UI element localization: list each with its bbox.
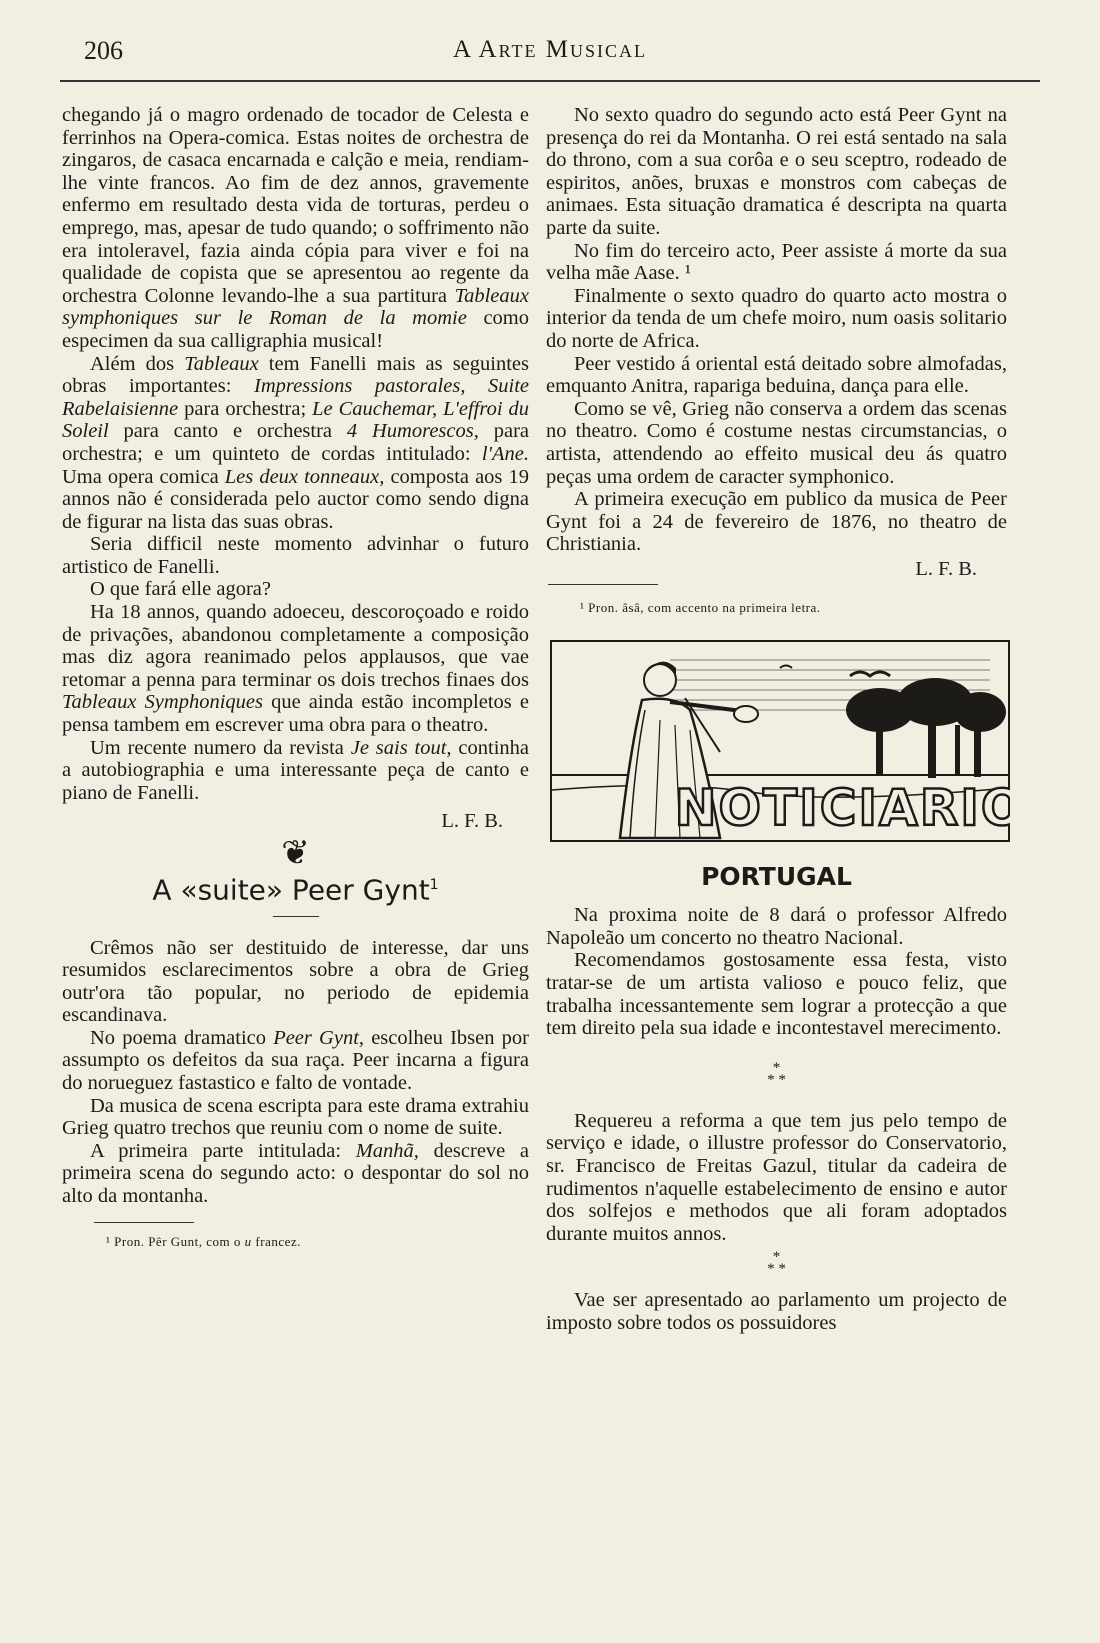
italic-title: Peer Gynt, [273, 1026, 365, 1049]
left-column [62, 104, 529, 1253]
paragraph: No sexto quadro do segundo acto está Peer Gynt na presença do rei da Montanha. O rei está sentado na sala do throno, com a sua corôa e o seu sceptro, rodeado de espiritos, anões, bruxas e monstros com cabeças de animaes. Esta situação dramatica é descripta na quarta parte da suite. [546, 104, 1007, 239]
paragraph: Crêmos não ser destituido de interesse, dar uns resumidos esclarecimentos sobre a obra de Grieg outr'ora tão popular, no periodo de epidemia escandinava. [62, 936, 529, 1027]
paragraph [62, 104, 529, 353]
italic-title: Impressions pastorales, Suite Rabelaisienne [62, 375, 529, 420]
paragraph: O que fará elle agora? [90, 578, 271, 601]
italic-title: Tableaux symphoniques sur le Roman de la momie [62, 284, 529, 330]
italic-title: 4 Humorescos, [346, 420, 479, 443]
paragraph [62, 601, 529, 737]
paragraph [62, 1140, 529, 1208]
footnote: ¹ Pron. âsâ, com accento na primeira letra. [580, 600, 821, 616]
signature: L. F. B. [441, 810, 503, 833]
text: A primeira parte intitulada: [90, 1139, 356, 1162]
star-icon: * [772, 1249, 781, 1266]
text: Além dos [90, 352, 185, 375]
text: tem Fanelli mais as seguintes obras importantes: [62, 352, 529, 398]
text: para canto e orchestra [108, 420, 347, 443]
italic-title: l'Ane. [481, 442, 529, 465]
text: chegando já o magro ordenado de tocador de Celesta e ferrinhos na Opera-comica. Estas noites de orchestra de zingaros, de casaca encarnada e calção e meia, rendiam-lhe vinte francos. Ao fim de dez annos, gravemente enfermo em resultado desta vida de torturas, perdeu o emprego, mas, apesar de tudo quando; o soffrimento não era intoleravel, fazia ainda cópia para viver e foi na qualidade de copista que se apresentou ao regente da orchestra Colonne levando-lhe a sua partitura [62, 104, 529, 307]
italic-title: Tableaux Symphoniques [62, 691, 263, 714]
italic-title: Le Cauchemar, L'effroi du Soleil [62, 397, 529, 443]
paragraph: Peer vestido á oriental está deitado sobre almofadas, emquanto Anitra, rapariga beduina, dança para elle. [546, 352, 1007, 398]
header-rule [60, 80, 1040, 82]
star-icon: * * [767, 1071, 786, 1088]
footnote-mark: 1 [429, 876, 439, 893]
news-item: Na proxima noite de 8 dará o professor Alfredo Napoleão um concerto no theatro Nacional. [546, 904, 1007, 949]
news-item: Requereu a reforma a que tem jus pelo tempo de serviço e idade, o illustre professor do Conservatorio, sr. Francisco de Freitas Gazul, titular da cadeira de rudimentos n'aquelle estabelecimento de ensino e autor dos solfejos e methodos que ali foram adoptados durante muitos annos. [546, 1109, 1007, 1245]
text: como especimen da sua calligraphia musical! [62, 307, 529, 352]
text: composta aos 19 annos não é considerada pelo auctor como sendo digna de figurar na lista das suas obras. [62, 465, 529, 533]
paragraph: Seria difficil neste momento advinhar o futuro artistico de Fanelli. [62, 533, 529, 578]
section-title: PORTUGAL [701, 861, 852, 891]
footnote-rule [548, 584, 658, 585]
asterism [546, 1059, 1007, 1088]
text: para orchestra; [178, 397, 313, 420]
text: u [244, 1233, 252, 1249]
right-column [546, 104, 1010, 1335]
paragraph [62, 353, 529, 534]
text: escolheu Ibsen por assumpto os defeitos da sua raça. Peer incarna a figura do norueguez fastastico e falto de vontade. [62, 1026, 529, 1095]
paragraph [62, 1027, 529, 1095]
paragraph: No fim do terceiro acto, Peer assiste á morte da sua velha mãe Aase. ¹ [546, 239, 1007, 285]
paragraph [62, 737, 529, 805]
italic-title: Manhã, [355, 1139, 419, 1162]
ornament-icon: ❦ [281, 835, 310, 872]
star-icon: * * [767, 1261, 786, 1278]
paragraph: A primeira execução em publico da musica de Peer Gynt foi a 24 de fevereiro de 1876, no theatro de Christiania. [546, 488, 1007, 556]
paragraph: Finalmente o sexto quadro do quarto acto mostra o interior da tenda de um chefe moiro, num oasis solitario do norte de Africa. [546, 284, 1007, 352]
title-rule [273, 916, 319, 917]
news-item: Recomendamos gostosamente essa festa, visto tratar-se de um artista valioso e pouco feliz, que trabalha incessantemente sem lograr a protecção a que tem direito pela sua idade e incontestavel merecimento. [546, 949, 1007, 1040]
footnote-rule [94, 1222, 194, 1223]
footnote [106, 1231, 529, 1254]
article-title-text: A «suite» Peer Gynt [152, 872, 430, 906]
text: Uma opera comica [62, 465, 225, 488]
signature: L. F. B. [915, 557, 977, 580]
text: francez. [251, 1233, 301, 1249]
text: que ainda estão incompletos e pensa tambem em escrever uma obra para o theatro. [62, 691, 530, 737]
star-icon: * [772, 1059, 781, 1076]
banner-word: NOTICIARIO [674, 779, 1010, 838]
journal-title: A Arte Musical [453, 36, 647, 63]
paragraph: Da musica de scena escripta para este drama extrahiu Grieg quatro trechos que reuniu com o nome de suite. [62, 1094, 529, 1140]
text: No poema dramatico [90, 1026, 274, 1049]
italic-title: Tableaux [184, 352, 259, 375]
italic-title: Je sais tout, [350, 736, 452, 759]
news-item: Vae ser apresentado ao parlamento um projecto de imposto sobre todos os possuidores [546, 1289, 1007, 1334]
text: descreve a primeira scena do segundo acto: o despontar do sol no alto da montanha. [62, 1139, 529, 1208]
article-title [62, 872, 529, 906]
text: Ha 18 annos, quando adoeceu, descoroçoado e roido de privações, abandonou completamente a composição mas diz agora reanimado pelos applausos, que vae retomar a penna para terminar os dois trechos finaes dos [62, 601, 529, 691]
page-number: 206 [84, 36, 123, 65]
text: Um recente numero da revista [90, 736, 351, 759]
text: para orchestra; e um quinteto de cordas intitulado: [62, 420, 529, 465]
noticiario-banner [550, 640, 1010, 842]
italic-title: Les deux tonneaux, [224, 465, 385, 488]
text: continha a autobiographia e uma interessante peça de canto e piano de Fanelli. [62, 736, 529, 804]
asterism [546, 1249, 1007, 1278]
text: ¹ Pron. Pêr Gunt, com o [106, 1233, 245, 1249]
paragraph: Como se vê, Grieg não conserva a ordem das scenas no theatro. Como é costume nestas circumstancias, o artista, attendendo ao effeito musical deu ás quatro peças uma ordem de caracter symphonico. [546, 397, 1007, 488]
